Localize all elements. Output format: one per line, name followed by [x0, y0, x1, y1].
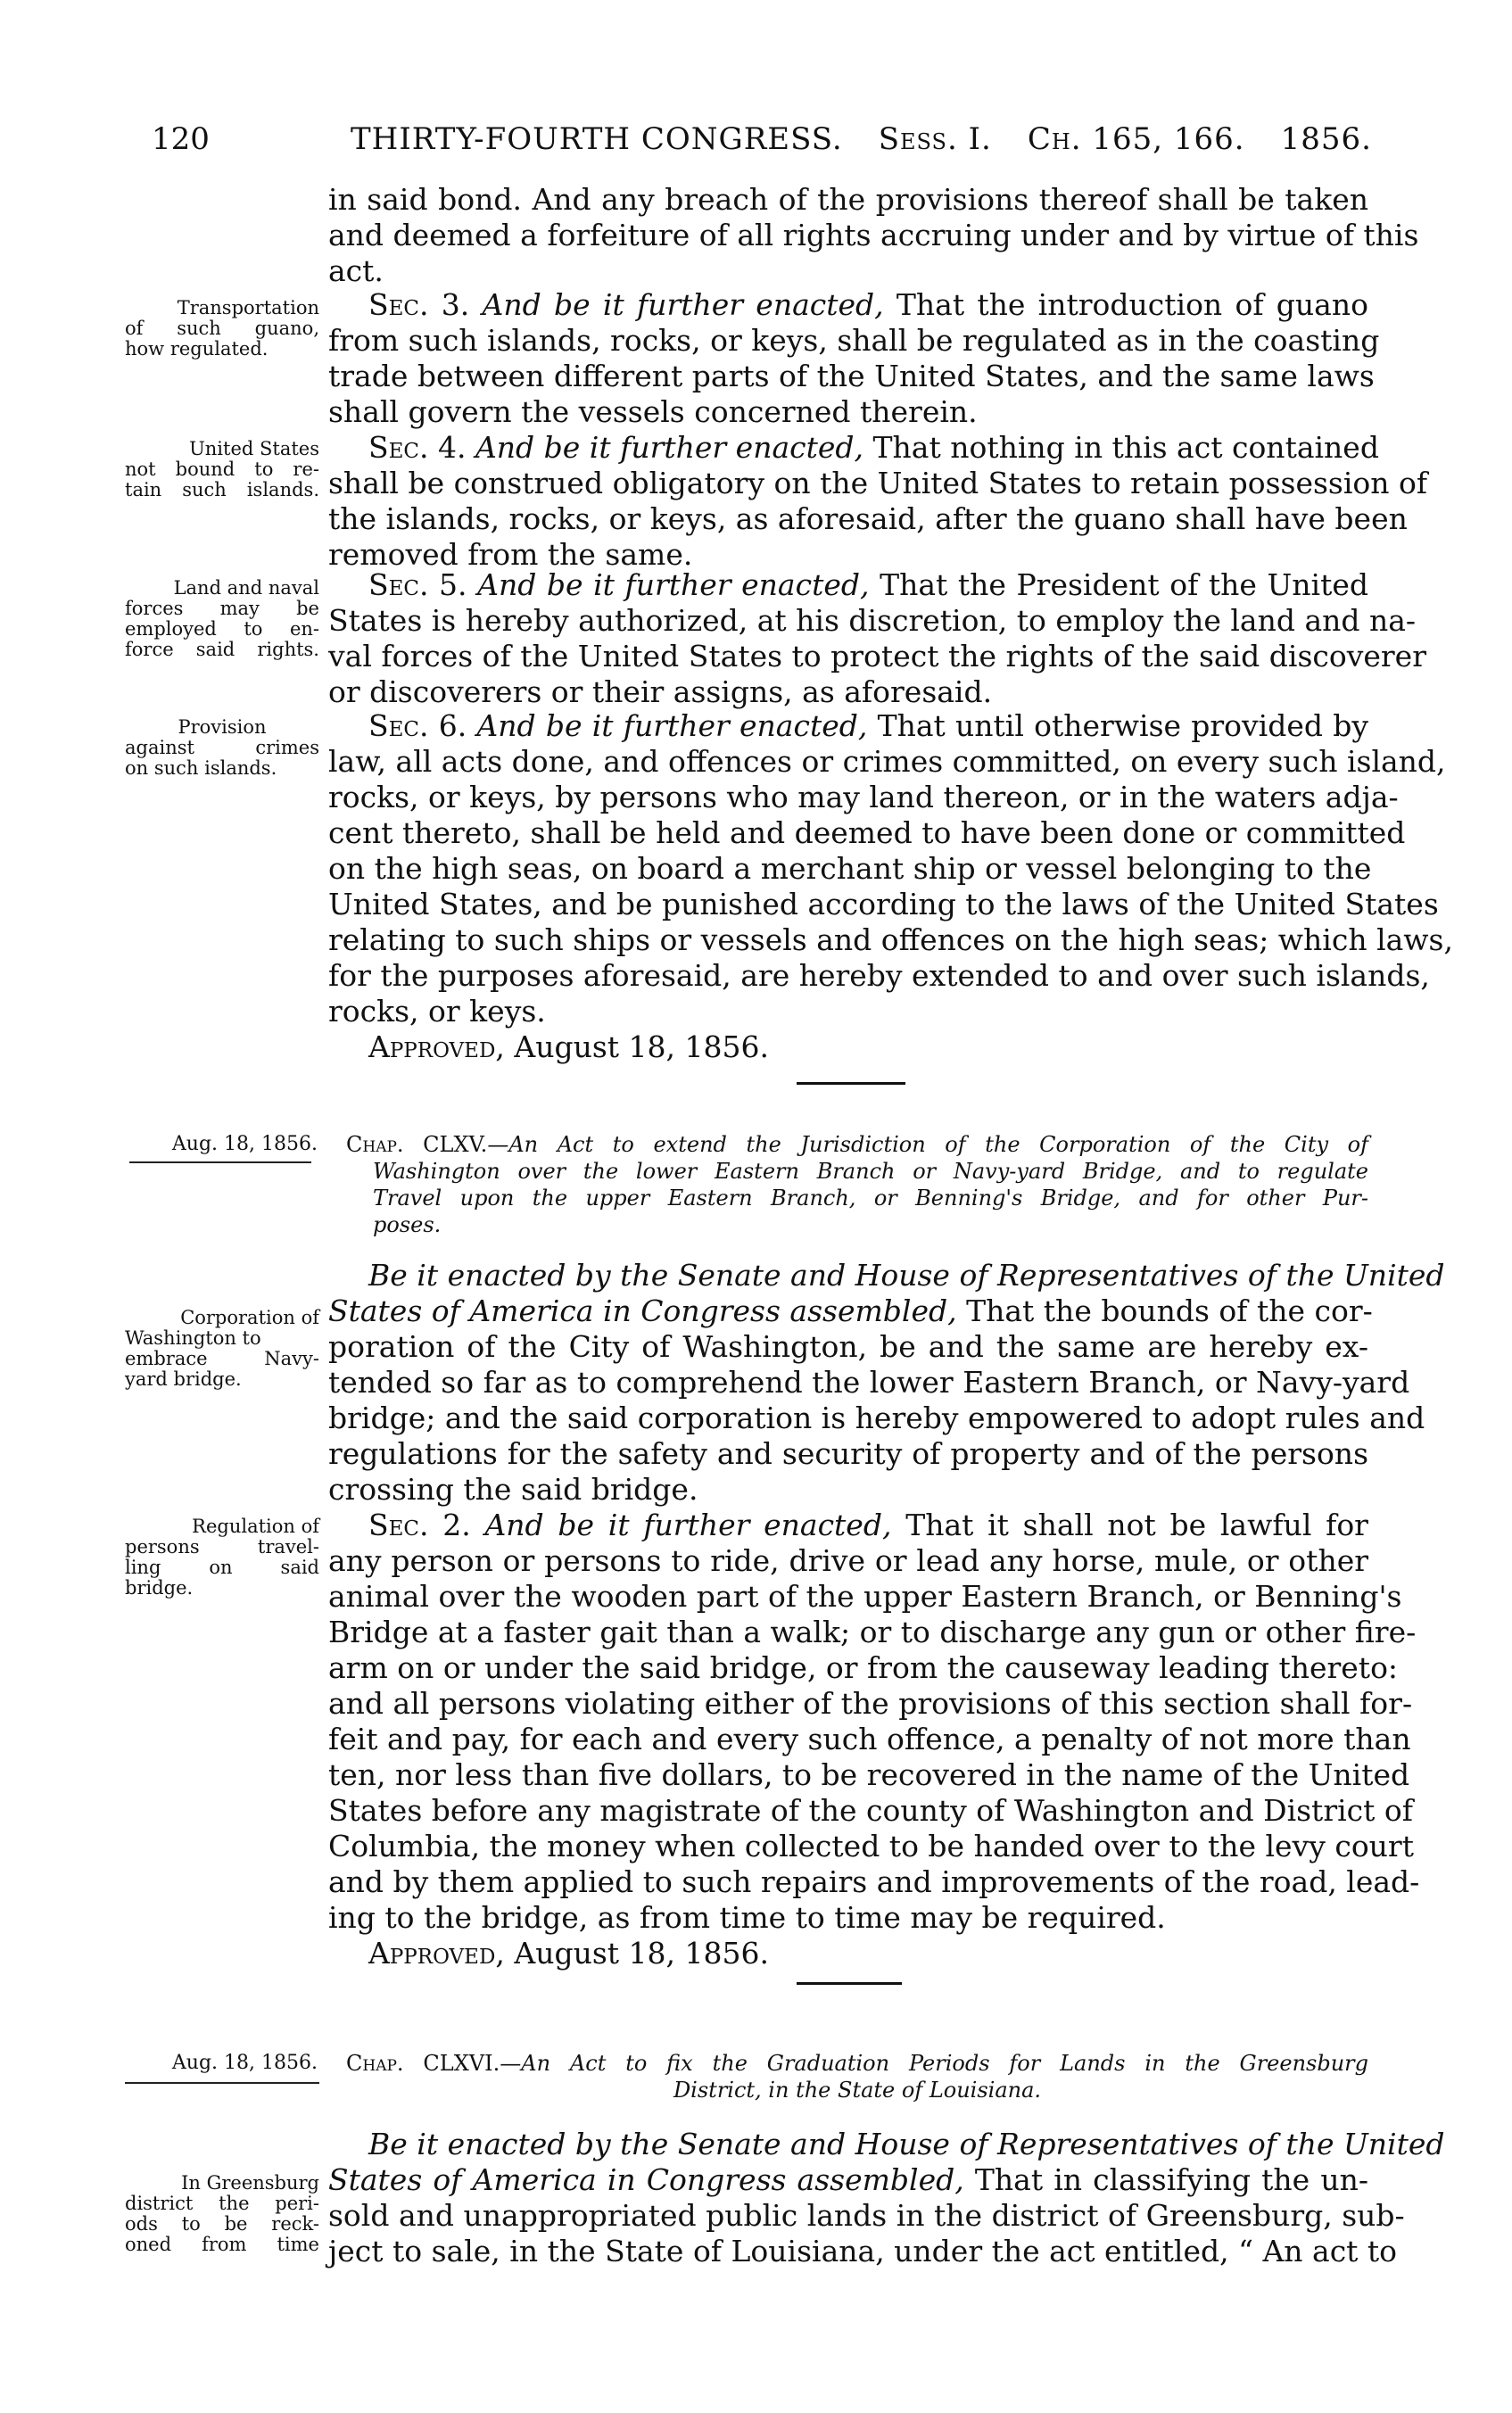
chapter-date: Aug. 18, 1856.: [171, 2052, 318, 2074]
margin-note-land-naval: [125, 578, 319, 660]
body-line: from such islands, rocks, or keys, shall be regulated as in the coasting: [328, 323, 1380, 358]
margin-note-line: persons travel-: [125, 1536, 319, 1558]
approved-line: [368, 1936, 1368, 1971]
margin-note-regulation: [125, 1516, 319, 1599]
body-line: any person or persons to ride, drive or lead any horse, mule, or other: [328, 1543, 1368, 1578]
body-line: tended so far as to comprehend the lower Eastern Branch, or Navy-yard: [328, 1365, 1410, 1400]
margin-note-line: Regulation of: [192, 1516, 319, 1537]
margin-note-line: forces may be: [125, 598, 319, 619]
body-line: on the high seas, on board a merchant ship or vessel belonging to the: [328, 851, 1372, 886]
enacting-clause: Be it enacted by the Senate and House of Representatives of the United: [368, 1258, 1445, 1293]
chapter-title-line: [346, 1131, 1368, 1158]
body-line: shall be construed obligatory on the United States to retain possession of: [328, 466, 1428, 500]
running-title: THIRTY-FOURTH CONGRESS.: [351, 121, 843, 157]
body-line: rocks, or keys.: [328, 994, 546, 1029]
enacting-clause-cont: States of America in Congress assembled,: [328, 1293, 957, 1328]
margin-note-line: Corporation of: [180, 1307, 319, 1328]
margin-note-line: district the peri-: [125, 2193, 319, 2214]
margin-note-line: tain such islands.: [125, 479, 319, 500]
body-line: Columbia, the money when collected to be handed over to the levy court: [328, 1829, 1414, 1863]
section-label: Sec. 5.: [368, 567, 467, 602]
section-heading-line: [328, 1293, 1373, 1329]
margin-note-transportation: [125, 298, 319, 359]
body-line: relating to such ships or vessels and offences on the high seas; which laws,: [328, 922, 1453, 957]
margin-note-line: ling on said: [125, 1557, 319, 1578]
approved-label: Approved,: [368, 1936, 505, 1971]
body-line: poration of the City of Washington, be and the same are hereby ex-: [328, 1329, 1368, 1364]
chapter-date: Aug. 18, 1856.: [171, 1133, 318, 1155]
section-separator: [797, 1082, 905, 1085]
approved-date: August 18, 1856.: [514, 1936, 769, 1971]
margin-note-line: not bound to re-: [125, 459, 319, 480]
body-line: animal over the wooden part of the upper Eastern Branch, or Benning's: [328, 1579, 1402, 1614]
body-line: act.: [328, 253, 384, 288]
margin-note-line: embrace Navy-: [125, 1348, 319, 1369]
section-text: That the introduction of guano: [896, 287, 1368, 322]
chapter-range: Ch. 165, 166.: [1027, 121, 1245, 157]
body-line: and by them applied to such repairs and improvements of the road, lead-: [328, 1864, 1420, 1899]
chapter-title-line: District, in the State of Louisiana.: [673, 2078, 1042, 2103]
section-text: That until otherwise provided by: [877, 708, 1368, 743]
section-heading-line: [368, 567, 1368, 603]
body-line: United States, and be punished according to the laws of the United States: [328, 887, 1439, 921]
body-line: States is hereby authorized, at his discretion, to employ the land and na-: [328, 603, 1417, 638]
body-line: sold and unappropriated public lands in the district of Greensburg, sub-: [328, 2198, 1405, 2233]
body-line: in said bond. And any breach of the provisions thereof shall be taken: [328, 182, 1368, 217]
body-line: law, all acts done, and offences or crimes committed, on every such island,: [328, 744, 1446, 779]
section-text: That nothing in this act contained: [872, 430, 1379, 465]
enacting-clause: Be it enacted by the Senate and House of Representatives of the United: [368, 2127, 1445, 2161]
margin-note-line: In Greensburg: [181, 2172, 319, 2194]
margin-note-line: on such islands.: [125, 757, 277, 779]
section-text: That in classifying the un-: [974, 2162, 1368, 2197]
enacting-phrase: And be it further enacted,: [482, 287, 884, 322]
body-line: shall govern the vessels concerned therein.: [328, 394, 978, 429]
enacting-phrase: And be it further enacted,: [476, 708, 868, 743]
margin-note-line: Provision: [178, 716, 267, 738]
section-heading-line: [368, 430, 1379, 466]
chapter-title: —An Act to extend the Jurisdiction of the Corporation of the City of: [487, 1132, 1368, 1157]
body-line: ject to sale, in the State of Louisiana, under the act entitled, “ An act to: [328, 2234, 1398, 2268]
section-heading-line: [368, 287, 1368, 323]
chapter-date-rule: [129, 1161, 311, 1163]
body-line: States before any magistrate of the county of Washington and District of: [328, 1793, 1413, 1828]
section-label: Sec. 6.: [368, 708, 467, 743]
body-line: Bridge at a faster gait than a walk; or to discharge any gun or other fire-: [328, 1615, 1417, 1649]
section-heading-line: [368, 1508, 1368, 1543]
margin-note-line: oned from time: [125, 2234, 319, 2255]
margin-note-greensburg: [125, 2173, 319, 2255]
chapter-number: Chap. CLXV.: [346, 1132, 488, 1157]
body-line: feit and pay, for each and every such offence, a penalty of not more than: [328, 1722, 1411, 1756]
section-heading-line: [368, 708, 1368, 744]
body-line: arm on or under the said bridge, or from the causeway leading thereto:: [328, 1650, 1399, 1685]
enacting-clause-cont: States of America in Congress assembled,: [328, 2162, 964, 2197]
margin-note-corporation: [125, 1308, 319, 1390]
body-line: ing to the bridge, as from time to time may be required.: [328, 1900, 1166, 1935]
section-separator: [797, 1982, 902, 1985]
chapter-date-rule: [125, 2082, 319, 2084]
enacting-phrase: And be it further enacted,: [484, 1508, 892, 1542]
body-line: and all persons violating either of the provisions of this section shall for-: [328, 1686, 1413, 1721]
margin-note-line: of such guano,: [125, 318, 319, 339]
body-line: val forces of the United States to protect the rights of the said discoverer: [328, 639, 1426, 673]
page-number: 120: [152, 121, 210, 157]
chapter-title-line: [346, 2050, 1368, 2077]
section-heading-line: [328, 2162, 1368, 2198]
chapter-number: Chap. CLXVI.: [346, 2051, 500, 2076]
section-text: That it shall not be lawful for: [905, 1508, 1368, 1542]
margin-note-line: Land and naval: [173, 577, 319, 599]
body-line: removed from the same.: [328, 537, 693, 572]
chapter-title-line: Washington over the lower Eastern Branch or Navy-yard Bridge, and to regulate: [373, 1159, 1368, 1184]
section-label: Sec. 3.: [368, 287, 470, 322]
body-line: rocks, or keys, by persons who may land thereon, or in the waters adja-: [328, 780, 1399, 814]
section-text: That the President of the United: [880, 567, 1368, 602]
margin-note-line: against crimes: [125, 737, 319, 758]
margin-note-line: Transportation: [177, 297, 319, 318]
body-line: for the purposes aforesaid, are hereby extended to and over such islands,: [328, 958, 1430, 993]
body-line: the islands, rocks, or keys, as aforesaid, after the guano shall have been: [328, 501, 1408, 536]
margin-note-united-states: [125, 439, 319, 500]
body-line: regulations for the safety and security of property and of the persons: [328, 1436, 1368, 1471]
chapter-title-line: Travel upon the upper Eastern Branch, or Benning's Bridge, and for other Pur-: [373, 1186, 1368, 1211]
body-line: or discoverers or their assigns, as aforesaid.: [328, 674, 993, 709]
body-line: cent thereto, shall be held and deemed to have been done or committed: [328, 815, 1406, 850]
margin-note-line: employed to en-: [125, 618, 319, 640]
approved-date: August 18, 1856.: [514, 1029, 769, 1064]
header-year: 1856.: [1280, 121, 1372, 157]
margin-note-line: yard bridge.: [125, 1368, 242, 1390]
enacting-phrase: And be it further enacted,: [477, 567, 870, 602]
body-line: crossing the said bridge.: [328, 1472, 698, 1507]
running-header: [351, 121, 1372, 157]
chapter-title-line: poses.: [373, 1212, 442, 1237]
margin-note-line: Washington to: [125, 1327, 261, 1349]
body-line: bridge; and the said corporation is hereby empowered to adopt rules and: [328, 1401, 1425, 1435]
margin-note-line: force said rights.: [125, 639, 319, 660]
approved-label: Approved,: [368, 1029, 505, 1064]
chapter-title: —An Act to fix the Graduation Periods for Lands in the Greensburg: [500, 2051, 1369, 2076]
body-line: ten, nor less than five dollars, to be recovered in the name of the United: [328, 1757, 1410, 1792]
enacting-phrase: And be it further enacted,: [475, 430, 864, 465]
margin-note-provision: [125, 717, 319, 779]
margin-note-line: bridge.: [125, 1577, 194, 1599]
body-line: and deemed a forfeiture of all rights accruing under and by virtue of this: [328, 218, 1419, 252]
margin-note-line: how regulated.: [125, 338, 269, 359]
section-label: Sec. 2.: [368, 1508, 471, 1542]
session-label: Sess. I.: [878, 121, 992, 157]
body-line: trade between different parts of the United States, and the same laws: [328, 359, 1375, 393]
margin-note-line: ods to be reck-: [125, 2213, 319, 2235]
section-label: Sec. 4.: [368, 430, 467, 465]
approved-line: [368, 1029, 1368, 1065]
section-text: That the bounds of the cor-: [966, 1293, 1373, 1328]
margin-note-line: United States: [189, 438, 319, 459]
